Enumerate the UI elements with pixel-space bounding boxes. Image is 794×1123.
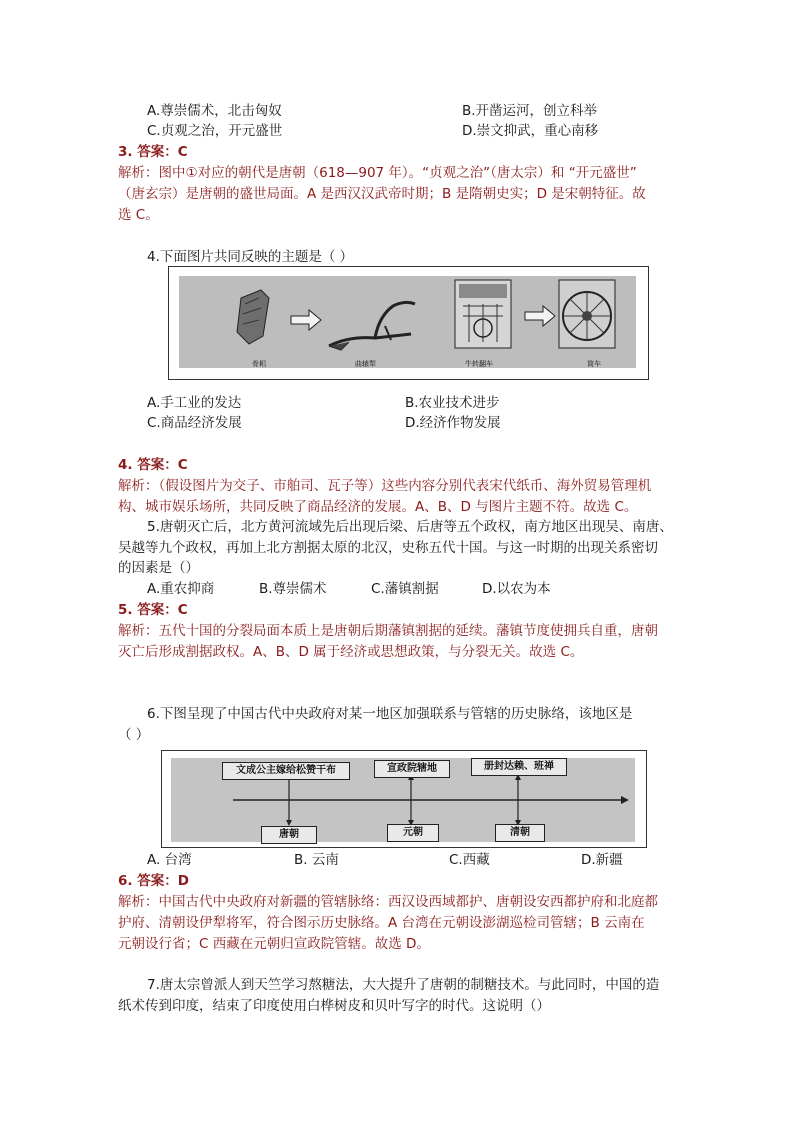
q4-option-c: C.商品经济发展 [147,415,242,431]
q2-option-d: D.崇文抑武，重心南移 [462,123,599,139]
q3-explanation-line1: 解析：图中①对应的朝代是唐朝（618—907 年）。“贞观之治”（唐太宗）和 “开元盛世” [118,165,637,181]
q4-answer: 4. 答案：C [118,457,188,473]
q7-question-line1: 7.唐太宗曾派人到天竺学习熬糖法，大大提升了唐朝的制糖技术。与此同时，中国的造 [147,977,660,993]
q6-option-d: D.新疆 [581,852,623,868]
q5-question-line3: 的因素是（） [118,560,199,576]
q4-option-b: B.农业技术进步 [405,395,500,411]
q2-option-c: C.贞观之治，开元盛世 [147,123,283,139]
q7-question-line2: 纸术传到印度，结束了印度使用白桦树皮和贝叶写字的时代。这说明（） [118,998,550,1014]
timeline-dynasty-tang: 唐朝 [261,826,317,844]
arrow-icon [525,306,555,326]
q3-answer: 3. 答案：C [118,144,188,160]
q5-answer: 5. 答案：C [118,602,188,618]
q6-question-line1: 6.下图呈现了中国古代中央政府对某一地区加强联系与管辖的历史脉络，该地区是 [147,706,633,722]
timeline-dynasty-qing: 清朝 [495,824,545,842]
caption-bone-spade: 骨耜 [252,360,266,368]
q4-figure-photo [179,276,636,368]
q2-option-a: A.尊崇儒术，北击匈奴 [147,103,282,119]
timeline-event-qing: 册封达赖、班禅 [471,758,567,776]
q6-question-line2: （ ） [118,727,150,743]
q5-option-b: B.尊崇儒术 [259,581,327,597]
timeline-event-tang: 文成公主嫁给松赞干布 [222,762,350,780]
q4-question: 4.下面图片共同反映的主题是（ ） [147,249,354,265]
q6-explanation-line3: 元朝设行省；C 西藏在元朝归宣政院管辖。故选 D。 [118,936,430,952]
q4-explanation-line2: 构、城市娱乐场所，共同反映了商品经济的发展。A、B、D 与图片主题不符。故选 C。 [118,499,638,515]
q5-question-line1: 5.唐朝灭亡后，北方黄河流域先后出现后梁、后唐等五个政权，南方地区出现吴、南唐、 [147,519,673,535]
timeline-dynasty-yuan: 元朝 [387,824,439,842]
q6-explanation-line1: 解析：中国古代中央政府对新疆的管辖脉络：西汉设西域都护、唐朝设安西都护府和北庭都 [118,894,658,910]
bone-spade-image [237,290,269,344]
q4-explanation-line1: 解析：（假设图片为交子、市舶司、瓦子等）这些内容分别代表宋代纸币、海外贸易管理机 [118,478,652,494]
ox-water-wheel-image [455,280,511,348]
q5-option-a: A.重农抑商 [147,581,215,597]
curved-plough-image [329,302,415,350]
q6-option-c: C.西藏 [449,852,490,868]
q5-question-line2: 吴越等九个政权，再加上北方割据太原的北汉，史称五代十国。与这一时期的出现关系密切 [118,540,658,556]
caption-curved-plough: 曲辕犁 [355,360,376,368]
q5-option-c: C.藩镇割据 [371,581,439,597]
q5-explanation-line1: 解析：五代十国的分裂局面本质上是唐朝后期藩镇割据的延续。藩镇节度使拥兵自重，唐朝 [118,623,658,639]
caption-tube-wheel: 筒车 [587,360,601,368]
q2-option-b: B.开凿运河，创立科举 [462,103,598,119]
tube-wheel-image [559,280,615,348]
q6-timeline-figure [161,750,647,848]
timeline-event-yuan: 宣政院辖地 [374,760,450,778]
q6-timeline-photo [171,758,635,842]
q5-option-d: D.以农为本 [482,581,551,597]
q4-option-d: D.经济作物发展 [405,415,501,431]
q3-explanation-line3: 选 C。 [118,207,159,223]
caption-ox-water-wheel: 牛转翻车 [465,360,493,368]
q6-option-a: A. 台湾 [147,852,192,868]
q5-explanation-line2: 灭亡后形成割据政权。A、B、D 属于经济或思想政策，与分裂无关。故选 C。 [118,644,584,660]
q6-option-b: B. 云南 [294,852,339,868]
arrow-icon [291,310,321,330]
q4-option-a: A.手工业的发达 [147,395,242,411]
q4-figure [168,266,649,380]
q3-explanation-line2: （唐玄宗）是唐朝的盛世局面。A 是西汉汉武帝时期；B 是隋朝史实；D 是宋朝特征。故 [118,186,646,202]
q6-explanation-line2: 护府、清朝设伊犁将军，符合图示历史脉络。A 台湾在元朝设澎湖巡检司管辖；B 云南在 [118,915,645,931]
q6-answer: 6. 答案：D [118,873,189,889]
